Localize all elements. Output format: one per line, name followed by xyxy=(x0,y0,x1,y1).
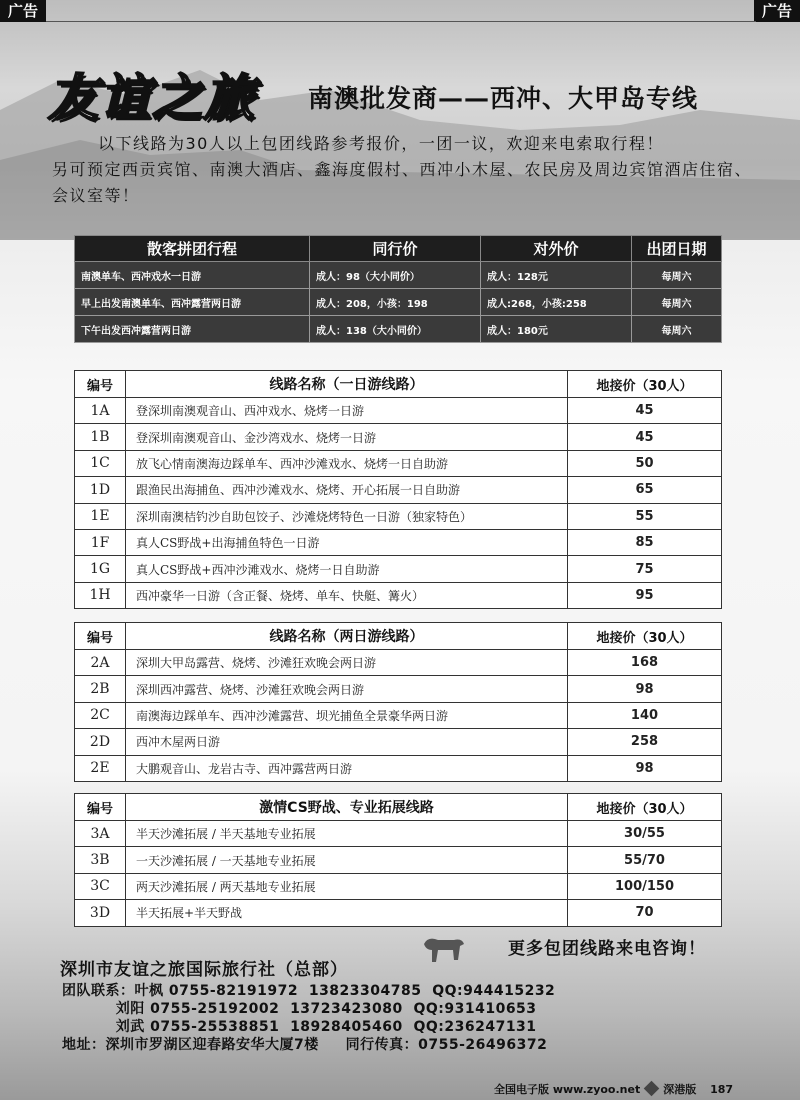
diamond-icon xyxy=(644,1081,660,1097)
route-price: 258 xyxy=(568,729,722,755)
route-code: 2D xyxy=(75,729,126,755)
intro-paragraph-1: 以下线路为30人以上包团线路参考报价，一团一议，欢迎来电索取行程！ xyxy=(98,134,664,153)
page-footer xyxy=(494,1081,733,1097)
route-code: 2C xyxy=(75,702,126,728)
table-row xyxy=(75,424,722,450)
col-header: 地接价（30人） xyxy=(568,371,722,398)
col-header: 线路名称（两日游线路） xyxy=(126,623,568,650)
route-code: 2B xyxy=(75,676,126,702)
route-name: 半天沙滩拓展 / 半天基地专业拓展 xyxy=(126,821,568,847)
route-code: 1E xyxy=(75,503,126,529)
route-name: 登深圳南澳观音山、西冲戏水、烧烤一日游 xyxy=(126,398,568,424)
cell: 成人:268，小孩:258 xyxy=(481,289,632,316)
intro-text xyxy=(52,131,762,209)
route-price: 100/150 xyxy=(568,873,722,899)
route-price: 55/70 xyxy=(568,847,722,873)
table-row xyxy=(75,821,722,847)
route-price: 75 xyxy=(568,556,722,582)
pin-tuan-header xyxy=(75,236,722,262)
route-price: 45 xyxy=(568,398,722,424)
brand-logo: 友谊之旅 xyxy=(48,69,256,127)
route-name: 放飞心情南澳海边踩单车、西冲沙滩戏水、烧烤一日自助游 xyxy=(126,450,568,476)
route-code: 1A xyxy=(75,398,126,424)
company-name: 深圳市友谊之旅国际旅行社（总部） xyxy=(60,960,348,980)
col-header: 线路名称（一日游线路） xyxy=(126,371,568,398)
col-header: 编号 xyxy=(75,371,126,398)
route-name: 西冲木屋两日游 xyxy=(126,729,568,755)
table-row xyxy=(75,900,722,926)
route-name: 深圳南澳桔钓沙自助包饺子、沙滩烧烤特色一日游（独家特色） xyxy=(126,503,568,529)
route-price: 65 xyxy=(568,477,722,503)
route-code: 3A xyxy=(75,821,126,847)
footer-site: 全国电子版 www.zyoo.net xyxy=(494,1083,641,1096)
route-name: 半天拓展+半天野战 xyxy=(126,900,568,926)
two-day-routes-table xyxy=(74,622,722,782)
col-header: 同行价 xyxy=(310,236,481,262)
table-row xyxy=(75,729,722,755)
cell: 成人：180元 xyxy=(481,316,632,343)
col-header: 激情CS野战、专业拓展线路 xyxy=(126,794,568,821)
route-price: 45 xyxy=(568,424,722,450)
cell: 成人：208，小孩：198 xyxy=(310,289,481,316)
route-name: 真人CS野战+出海捕鱼特色一日游 xyxy=(126,529,568,555)
table-row xyxy=(75,755,722,781)
table-row xyxy=(75,450,722,476)
route-price: 50 xyxy=(568,450,722,476)
one-day-routes-table xyxy=(74,370,722,609)
table-header xyxy=(75,794,722,821)
route-code: 1D xyxy=(75,477,126,503)
cell: 每周六 xyxy=(632,289,722,316)
route-code: 1G xyxy=(75,556,126,582)
table-row xyxy=(75,582,722,608)
cell: 成人：138（大小同价） xyxy=(310,316,481,343)
table-row xyxy=(75,650,722,676)
route-code: 1F xyxy=(75,529,126,555)
col-header: 出团日期 xyxy=(632,236,722,262)
cell: 每周六 xyxy=(632,262,722,289)
table-row xyxy=(75,556,722,582)
route-code: 3B xyxy=(75,847,126,873)
table-row xyxy=(75,289,722,316)
table-row xyxy=(75,873,722,899)
route-code: 3D xyxy=(75,900,126,926)
col-header: 散客拼团行程 xyxy=(75,236,310,262)
route-code: 2E xyxy=(75,755,126,781)
route-price: 98 xyxy=(568,755,722,781)
address-line: 地址：深圳市罗湖区迎春路安华大厦7楼 同行传真：0755-26496372 xyxy=(62,1037,548,1053)
cell: 早上出发南澳单车、西冲露营两日游 xyxy=(75,289,310,316)
col-header: 地接价（30人） xyxy=(568,623,722,650)
table-header xyxy=(75,623,722,650)
route-price: 98 xyxy=(568,676,722,702)
route-name: 深圳西冲露营、烧烤、沙滩狂欢晚会两日游 xyxy=(126,676,568,702)
slogan: 南澳批发商——西冲、大甲岛专线 xyxy=(308,84,699,113)
route-price: 55 xyxy=(568,503,722,529)
route-name: 两天沙滩拓展 / 两天基地专业拓展 xyxy=(126,873,568,899)
col-header: 编号 xyxy=(75,794,126,821)
route-name: 南澳海边踩单车、西冲沙滩露营、坝光捕鱼全景豪华两日游 xyxy=(126,702,568,728)
col-header: 地接价（30人） xyxy=(568,794,722,821)
route-name: 跟渔民出海捕鱼、西冲沙滩戏水、烧烤、开心拓展一日自助游 xyxy=(126,477,568,503)
table-row xyxy=(75,316,722,343)
table-row xyxy=(75,702,722,728)
route-code: 3C xyxy=(75,873,126,899)
pin-tuan-table xyxy=(74,235,722,343)
table-row xyxy=(75,262,722,289)
cell: 下午出发西冲露营两日游 xyxy=(75,316,310,343)
route-price: 140 xyxy=(568,702,722,728)
table-row xyxy=(75,529,722,555)
contact-line-1: 团队联系：叶枫 0755-82191972 13823304785 QQ:944415232 xyxy=(62,983,556,999)
route-code: 1H xyxy=(75,582,126,608)
cell: 每周六 xyxy=(632,316,722,343)
col-header: 编号 xyxy=(75,623,126,650)
route-code: 1C xyxy=(75,450,126,476)
cell: 成人：128元 xyxy=(481,262,632,289)
route-code: 1B xyxy=(75,424,126,450)
table-header xyxy=(75,371,722,398)
contact-line-2: 刘阳 0755-25192002 13723423080 QQ:931410653 xyxy=(62,1001,537,1017)
table-row xyxy=(75,503,722,529)
route-price: 30/55 xyxy=(568,821,722,847)
route-price: 85 xyxy=(568,529,722,555)
cs-routes-table xyxy=(74,793,722,927)
route-name: 西冲豪华一日游（含正餐、烧烤、单车、快艇、篝火） xyxy=(126,582,568,608)
route-price: 95 xyxy=(568,582,722,608)
route-code: 2A xyxy=(75,650,126,676)
table-row xyxy=(75,847,722,873)
footer-edition: 深港版 xyxy=(663,1083,697,1096)
route-name: 一天沙滩拓展 / 一天基地专业拓展 xyxy=(126,847,568,873)
cell: 南澳单车、西冲戏水一日游 xyxy=(75,262,310,289)
col-header: 对外价 xyxy=(481,236,632,262)
ad-tag-right: 广告 xyxy=(754,0,800,22)
table-row xyxy=(75,477,722,503)
contact-line-3: 刘武 0755-25538851 18928405460 QQ:236247131 xyxy=(62,1019,537,1035)
route-price: 70 xyxy=(568,900,722,926)
route-name: 真人CS野战+西冲沙滩戏水、烧烤一日自助游 xyxy=(126,556,568,582)
route-price: 168 xyxy=(568,650,722,676)
ad-tag-left: 广告 xyxy=(0,0,46,22)
top-rule xyxy=(46,21,756,22)
table-row xyxy=(75,398,722,424)
cell: 成人：98（大小同价） xyxy=(310,262,481,289)
route-name: 深圳大甲岛露营、烧烤、沙滩狂欢晚会两日游 xyxy=(126,650,568,676)
dog-silhouette xyxy=(418,930,466,964)
route-name: 登深圳南澳观音山、金沙湾戏水、烧烤一日游 xyxy=(126,424,568,450)
page-number: 187 xyxy=(710,1083,734,1096)
route-name: 大鹏观音山、龙岩古寺、西冲露营两日游 xyxy=(126,755,568,781)
table-row xyxy=(75,676,722,702)
intro-paragraph-2: 另可预定西贡宾馆、南澳大酒店、鑫海度假村、西冲小木屋、农民房及周边宾馆酒店住宿、会议室等！ xyxy=(52,160,753,205)
more-routes-note: 更多包团线路来电咨询！ xyxy=(508,939,706,959)
